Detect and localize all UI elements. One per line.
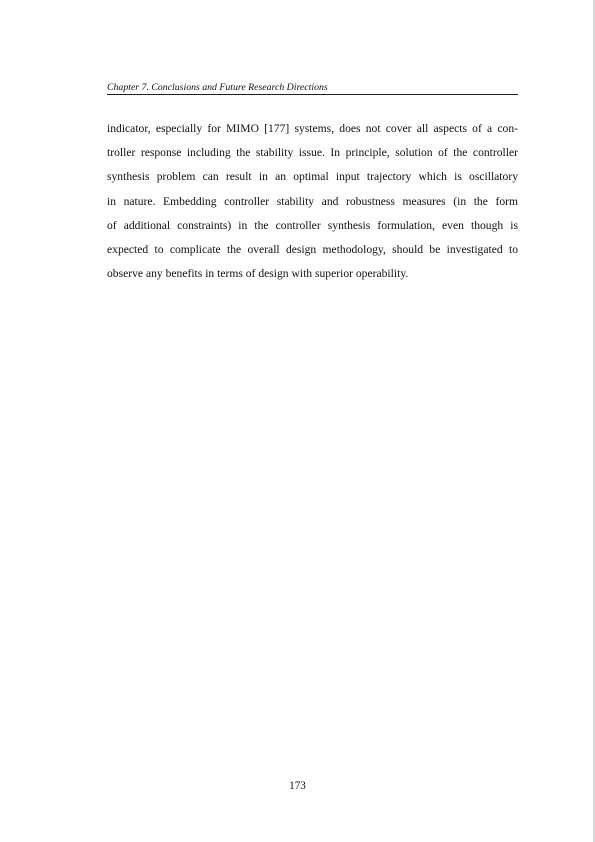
chapter-title: Chapter 7. Conclusions and Future Research Directions [107,82,328,93]
paragraph-line-3: synthesis problem can result in an optimal input trajectory which is oscillatory [107,170,518,184]
paragraph-line-7: observe any benefits in terms of design with superior operability. [107,267,409,281]
running-header [107,80,518,95]
body-paragraph [107,122,518,291]
page-number: 173 [289,780,306,792]
paragraph-line-1: indicator, especially for MIMO [177] systems, does not cover all aspects of a con- [107,122,518,135]
paragraph-line-2: troller response including the stability issue. In principle, solution of the controller [107,146,518,160]
paragraph-line-5: of additional constraints) in the controller synthesis formulation, even though is [107,218,518,232]
paragraph-line-4: in nature. Embedding controller stability and robustness measures (in the form [107,194,518,208]
paragraph-line-6: expected to complicate the overall design methodology, should be investigated to [107,242,518,256]
